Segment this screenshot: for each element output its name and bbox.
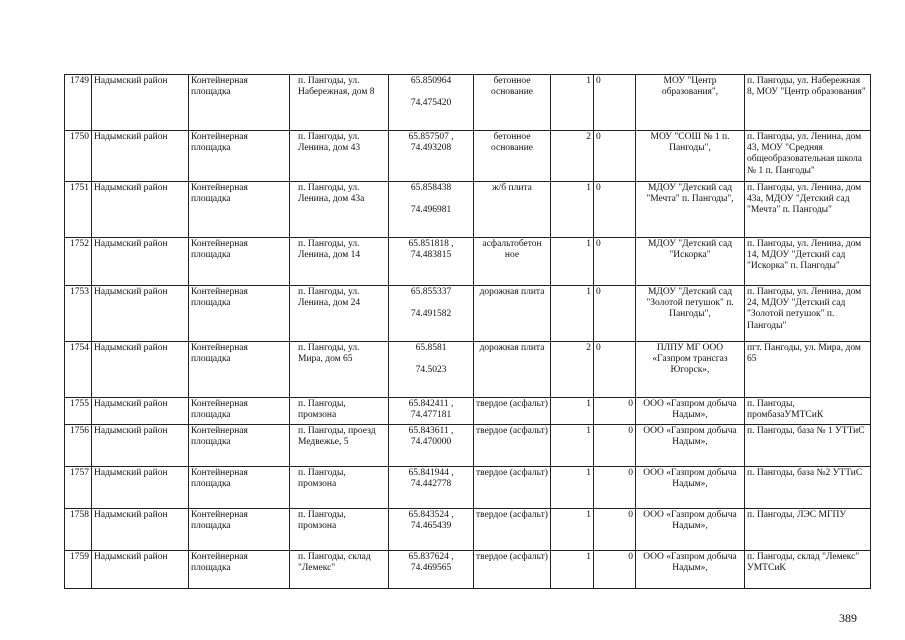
facility-type-cell: Контейнерная площадка: [189, 551, 290, 589]
waste-source-cell: п. Пангоды, база №2 УТТиС: [745, 467, 871, 509]
owner-cell: МДОУ "Детский сад "Золотой петушок" п. Пангоды",: [636, 286, 745, 342]
waste-source-cell: пгт. Пангоды, ул. Мира, дом 65: [745, 342, 871, 398]
facility-type-cell: Контейнерная площадка: [189, 425, 290, 467]
table-row: [65, 131, 871, 182]
surface-cell: бетонное основание: [474, 131, 551, 182]
owner-cell: МОУ "СОШ № 1 п. Пангоды",: [636, 131, 745, 182]
surface-cell: бетонное основание: [474, 75, 551, 131]
coordinates-cell: 65.842411 , 74.477181: [389, 398, 474, 425]
row-number: 1754: [65, 342, 92, 398]
container-count-cell: 1: [551, 467, 594, 509]
row-number: 1756: [65, 425, 92, 467]
coordinates-cell: 65.843524 , 74.465439: [389, 509, 474, 551]
volume-cell: 0: [594, 286, 636, 342]
waste-source-cell: п. Пангоды, ул. Ленина, дом 43а, МДОУ "Детский сад "Мечта" п. Пангоды": [745, 182, 871, 238]
volume-cell: 0: [594, 509, 636, 551]
row-number: 1751: [65, 182, 92, 238]
row-number: 1750: [65, 131, 92, 182]
coordinates-cell: 65.841944 , 74.442778: [389, 467, 474, 509]
container-count-cell: 1: [551, 182, 594, 238]
waste-source-cell: п. Пангоды, ЛЭС МГПУ: [745, 509, 871, 551]
table-row: [65, 342, 871, 398]
row-number: 1758: [65, 509, 92, 551]
address-cell: п. Пангоды, проезд Медвежье, 5: [290, 425, 389, 467]
table-row: [65, 425, 871, 467]
owner-cell: МДОУ "Детский сад "Мечта" п. Пангоды",: [636, 182, 745, 238]
surface-cell: твердое (асфальт): [474, 425, 551, 467]
row-number: 1752: [65, 238, 92, 286]
volume-cell: 0: [594, 398, 636, 425]
container-count-cell: 2: [551, 131, 594, 182]
table-row: [65, 182, 871, 238]
surface-cell: дорожная плита: [474, 286, 551, 342]
coordinates-cell: 65.850964 74.475420: [389, 75, 474, 131]
waste-source-cell: п. Пангоды, ул. Ленина, дом 14, МДОУ "Детский сад "Искорка" п. Пангоды": [745, 238, 871, 286]
address-cell: п. Пангоды, склад "Лемекс": [290, 551, 389, 589]
address-cell: п. Пангоды, промзона: [290, 398, 389, 425]
district-cell: Надымский район: [92, 286, 189, 342]
address-cell: п. Пангоды, промзона: [290, 467, 389, 509]
address-cell: п. Пангоды, ул. Набережная, дом 8: [290, 75, 389, 131]
district-cell: Надымский район: [92, 182, 189, 238]
waste-source-cell: п. Пангоды, ул. Ленина, дом 43, МОУ "Средняя общеобразовательная школа № 1 п. Пангоды": [745, 131, 871, 182]
table-row: [65, 398, 871, 425]
row-number: 1755: [65, 398, 92, 425]
district-cell: Надымский район: [92, 342, 189, 398]
surface-cell: твердое (асфальт): [474, 551, 551, 589]
page-number: 389: [839, 611, 857, 625]
coordinates-cell: 65.8581 74.5023: [389, 342, 474, 398]
waste-source-cell: п. Пангоды, ул. Ленина, дом 24, МДОУ "Детский сад "Золотой петушок" п. Пангоды": [745, 286, 871, 342]
table-row: [65, 286, 871, 342]
owner-cell: ПЛПУ МГ ООО «Газпром трансгаз Югорск»,: [636, 342, 745, 398]
address-cell: п. Пангоды, ул. Ленина, дом 24: [290, 286, 389, 342]
surface-cell: твердое (асфальт): [474, 509, 551, 551]
table-row: [65, 238, 871, 286]
facility-type-cell: Контейнерная площадка: [189, 467, 290, 509]
facility-type-cell: Контейнерная площадка: [189, 509, 290, 551]
container-count-cell: 1: [551, 75, 594, 131]
district-cell: Надымский район: [92, 75, 189, 131]
volume-cell: 0: [594, 342, 636, 398]
waste-source-cell: п. Пангоды, база № 1 УТТиС: [745, 425, 871, 467]
address-cell: п. Пангоды, ул. Мира, дом 65: [290, 342, 389, 398]
surface-cell: асфальтобетон ное: [474, 238, 551, 286]
volume-cell: 0: [594, 131, 636, 182]
owner-cell: МОУ "Центр образования",: [636, 75, 745, 131]
volume-cell: 0: [594, 551, 636, 589]
facility-type-cell: Контейнерная площадка: [189, 238, 290, 286]
container-count-cell: 1: [551, 286, 594, 342]
volume-cell: 0: [594, 467, 636, 509]
surface-cell: дорожная плита: [474, 342, 551, 398]
address-cell: п. Пангоды, ул. Ленина, дом 14: [290, 238, 389, 286]
owner-cell: ООО «Газпром добыча Надым»,: [636, 425, 745, 467]
volume-cell: 0: [594, 182, 636, 238]
table-row: [65, 551, 871, 589]
district-cell: Надымский район: [92, 398, 189, 425]
table-row: [65, 75, 871, 131]
row-number: 1757: [65, 467, 92, 509]
container-count-cell: 2: [551, 342, 594, 398]
coordinates-cell: 65.851818 , 74.483815: [389, 238, 474, 286]
volume-cell: 0: [594, 425, 636, 467]
registry-table: [64, 74, 871, 589]
address-cell: п. Пангоды, ул. Ленина, дом 43: [290, 131, 389, 182]
volume-cell: 0: [594, 238, 636, 286]
facility-type-cell: Контейнерная площадка: [189, 131, 290, 182]
address-cell: п. Пангоды, промзона: [290, 509, 389, 551]
table-row: [65, 509, 871, 551]
surface-cell: ж/б плита: [474, 182, 551, 238]
coordinates-cell: 65.857507 , 74.493208: [389, 131, 474, 182]
facility-type-cell: Контейнерная площадка: [189, 75, 290, 131]
coordinates-cell: 65.855337 74.491582: [389, 286, 474, 342]
surface-cell: твердое (асфальт): [474, 467, 551, 509]
facility-type-cell: Контейнерная площадка: [189, 342, 290, 398]
district-cell: Надымский район: [92, 425, 189, 467]
facility-type-cell: Контейнерная площадка: [189, 182, 290, 238]
facility-type-cell: Контейнерная площадка: [189, 286, 290, 342]
waste-source-cell: п. Пангоды, склад "Лемекс" УМТСиК: [745, 551, 871, 589]
address-cell: п. Пангоды, ул. Ленина, дом 43а: [290, 182, 389, 238]
district-cell: Надымский район: [92, 467, 189, 509]
row-number: 1753: [65, 286, 92, 342]
owner-cell: ООО «Газпром добыча Надым»,: [636, 398, 745, 425]
owner-cell: ООО «Газпром добыча Надым»,: [636, 551, 745, 589]
owner-cell: МДОУ "Детский сад "Искорка": [636, 238, 745, 286]
container-count-cell: 1: [551, 425, 594, 467]
waste-source-cell: п. Пангоды, ул. Набережная 8, МОУ "Центр образования": [745, 75, 871, 131]
surface-cell: твердое (асфальт): [474, 398, 551, 425]
coordinates-cell: 65.858438 74.496981: [389, 182, 474, 238]
district-cell: Надымский район: [92, 238, 189, 286]
owner-cell: ООО «Газпром добыча Надым»,: [636, 467, 745, 509]
row-number: 1749: [65, 75, 92, 131]
container-count-cell: 1: [551, 551, 594, 589]
district-cell: Надымский район: [92, 131, 189, 182]
district-cell: Надымский район: [92, 509, 189, 551]
facility-type-cell: Контейнерная площадка: [189, 398, 290, 425]
waste-source-cell: п. Пангоды, промбазаУМТСиК: [745, 398, 871, 425]
table-row: [65, 467, 871, 509]
coordinates-cell: 65.843611 , 74.470000: [389, 425, 474, 467]
container-count-cell: 1: [551, 238, 594, 286]
owner-cell: ООО «Газпром добыча Надым»,: [636, 509, 745, 551]
container-count-cell: 1: [551, 509, 594, 551]
container-count-cell: 1: [551, 398, 594, 425]
row-number: 1759: [65, 551, 92, 589]
volume-cell: 0: [594, 75, 636, 131]
coordinates-cell: 65.837624 , 74.469565: [389, 551, 474, 589]
district-cell: Надымский район: [92, 551, 189, 589]
